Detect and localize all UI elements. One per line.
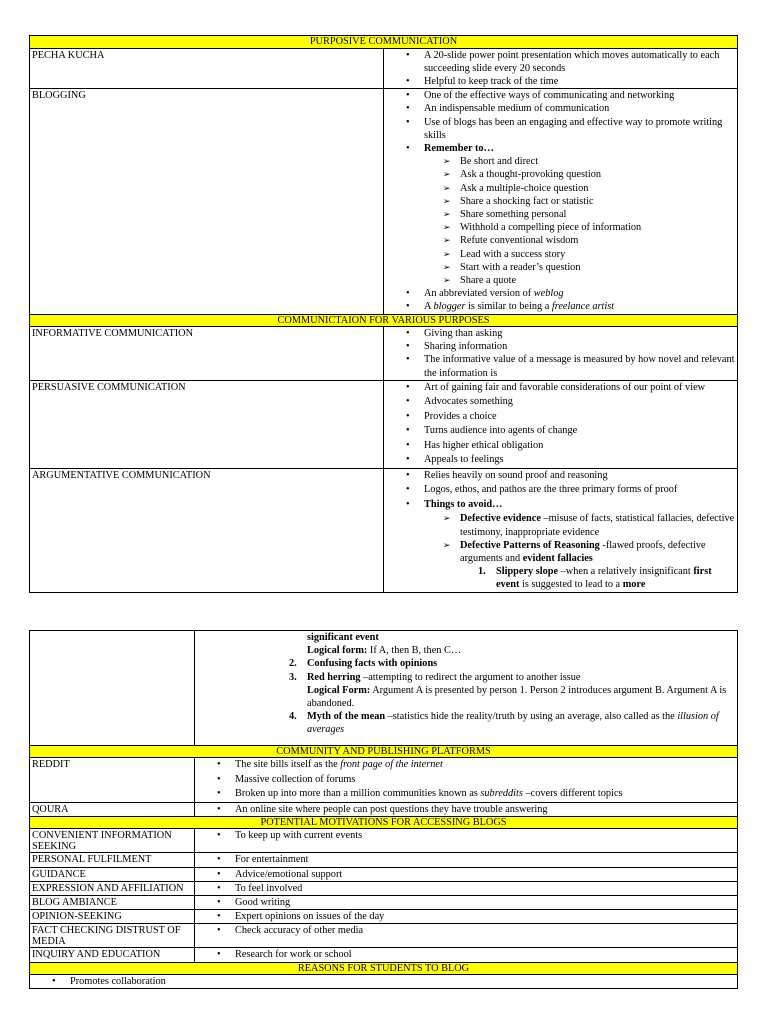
section-header-motivations: POTENTIAL MOTIVATIONS FOR ACCESSING BLOGS	[30, 816, 738, 829]
row-content-motivation	[195, 853, 738, 867]
row-label-informative: INFORMATIVE COMMUNICATION	[30, 327, 384, 381]
item-number: 1.	[478, 566, 486, 578]
bullet-item: • Advice/emotional support	[197, 868, 735, 881]
bullet-item	[197, 787, 735, 802]
text-run-bold: Red herring	[307, 671, 361, 683]
table-row-persuasive	[30, 380, 738, 468]
bullet-item: • Helpful to keep track of the time	[386, 75, 735, 88]
row-label-motivation: CONVENIENT INFORMATION SEEKING	[30, 829, 195, 853]
table-row-reasons	[30, 975, 738, 989]
row-label-argumentative: ARGUMENTATIVE COMMUNICATION	[30, 468, 384, 592]
continuation-line	[197, 631, 735, 644]
text-run: If A, then B, then C…	[367, 645, 462, 657]
arrow-item: ➢ Ask a thought-provoking question	[386, 168, 735, 181]
things-to-avoid-heading: Things to avoid…	[424, 498, 503, 510]
row-content-continuation	[195, 631, 738, 746]
text-run: -flawed proofs, defective arguments and	[460, 539, 706, 564]
table-row-reddit	[30, 758, 738, 803]
section-header-community-platforms: COMMUNITY AND PUBLISHING PLATFORMS	[30, 745, 738, 758]
text-run-italic: subreddits	[480, 788, 523, 800]
text-run: –attempting to redirect the argument to another issue	[360, 671, 581, 683]
row-content-motivation	[195, 924, 738, 948]
bullet-item	[197, 758, 735, 773]
arrow-item: ➢ Be short and direct	[386, 155, 735, 168]
row-label-persuasive: PERSUASIVE COMMUNICATION	[30, 380, 384, 468]
text-run: An abbreviated version of	[424, 288, 534, 300]
bullet-item: • Massive collection of forums	[197, 773, 735, 788]
bullet-item: • An online site where people can post questions they have trouble answering	[197, 803, 735, 816]
bullet-item: • Sharing information	[386, 340, 735, 353]
bullet-item: • To keep up with current events	[197, 829, 735, 842]
text-run: Argument A is presented by person 1. Person 2 introduces argument B. Argument A is abandoned.	[307, 684, 727, 710]
text-run-bold: significant event	[307, 632, 379, 643]
arrow-item: ➢ Ask a multiple-choice question	[386, 182, 735, 195]
table-row-motivation	[30, 853, 738, 867]
row-content-persuasive	[384, 380, 738, 468]
section-header-purposive-communication: PURPOSIVE COMMUNICATION	[30, 36, 738, 49]
text-run: A	[424, 301, 434, 313]
table-row-qoura	[30, 802, 738, 816]
numbered-item	[197, 657, 735, 670]
table-row-continuation	[30, 631, 738, 746]
bullet-item: • Appeals to feelings	[386, 453, 735, 468]
row-label-motivation: OPINION-SEEKING	[30, 910, 195, 924]
bullet-item: • Giving than asking	[386, 327, 735, 340]
row-label-motivation: PERSONAL FULFILMENT	[30, 853, 195, 867]
section-header-reasons-to-blog: REASONS FOR STUDENTS TO BLOG	[30, 962, 738, 975]
text-run-bold: Defective evidence	[460, 513, 541, 525]
bullet-item: • One of the effective ways of communicating and networking	[386, 89, 735, 102]
bullet-item: • An indispensable medium of communication	[386, 102, 735, 115]
bullet-item: • Turns audience into agents of change	[386, 424, 735, 439]
row-label-blogging: BLOGGING	[30, 89, 384, 314]
bullet-item: • Has higher ethical obligation	[386, 439, 735, 454]
row-label-motivation: FACT CHECKING DISTRUST OF MEDIA	[30, 924, 195, 948]
row-content-blogging	[384, 89, 738, 314]
text-run-bold: Slippery slope	[496, 566, 559, 578]
text-run-italic: freelance artist	[551, 301, 615, 313]
arrow-item: ➢ Share a shocking fact or statistic	[386, 195, 735, 208]
text-run-bold: Logical form:	[307, 645, 368, 657]
text-run: is suggested to lead to a	[519, 579, 623, 591]
text-run-bold: Confusing facts with opinions	[307, 658, 438, 670]
table-row-motivation	[30, 910, 738, 924]
table-page-1	[29, 35, 738, 593]
text-run: The site bills itself as the	[235, 759, 341, 771]
row-content-motivation	[195, 910, 738, 924]
table-row-motivation	[30, 924, 738, 948]
section-header-various-purposes: COMMUNICTAION FOR VARIOUS PURPOSES	[30, 314, 738, 327]
arrow-item: ➢ Share a quote	[386, 274, 735, 287]
bullet-item: • Use of blogs has been an engaging and effective way to promote writing skills	[386, 116, 735, 142]
table-row-motivation	[30, 881, 738, 895]
table-page-2	[29, 630, 738, 989]
row-content-reasons	[30, 975, 738, 989]
bullet-item: • A 20-slide power point presentation which moves automatically to each succeeding slide every 20 seconds	[386, 49, 735, 75]
row-content-motivation	[195, 948, 738, 962]
numbered-item	[197, 710, 735, 736]
bullet-item: • To feel involved	[197, 882, 735, 895]
row-content-motivation	[195, 867, 738, 881]
text-run: –covers different topics	[522, 788, 623, 800]
row-label-motivation: INQUIRY AND EDUCATION	[30, 948, 195, 962]
bullet-item: • Art of gaining fair and favorable considerations of our point of view	[386, 381, 735, 396]
row-label-motivation: GUIDANCE	[30, 867, 195, 881]
arrow-item: ➢ Share something personal	[386, 208, 735, 221]
text-run: Broken up into more than a million communities known as	[235, 788, 481, 800]
row-label-motivation: BLOG AMBIANCE	[30, 895, 195, 909]
item-number: 2.	[289, 658, 297, 670]
arrow-item: ➢ Start with a reader’s question	[386, 261, 735, 274]
bullet-item-remember	[386, 142, 735, 155]
row-content-motivation	[195, 829, 738, 853]
text-run: –misuse of facts, statistical fallacies, defective testimony, inappropriate evidence	[460, 513, 735, 538]
logical-form-line	[197, 644, 735, 657]
bullet-item: • Research for work or school	[197, 948, 735, 961]
remember-to-heading: Remember to…	[424, 142, 494, 154]
row-content-motivation	[195, 895, 738, 909]
bullet-item: • For entertainment	[197, 853, 735, 866]
bullet-item: • Promotes collaboration	[32, 975, 735, 988]
table-row-motivation	[30, 895, 738, 909]
item-number: 4.	[289, 711, 297, 723]
table-row-motivation	[30, 829, 738, 853]
text-run-bold: evident fallacies	[522, 552, 593, 564]
row-label-motivation: EXPRESSION AND AFFILIATION	[30, 881, 195, 895]
bullet-item: • Provides a choice	[386, 410, 735, 425]
numbered-item	[386, 565, 735, 591]
text-run-bold: Logical Form:	[307, 684, 371, 696]
table-row-motivation	[30, 867, 738, 881]
table-row-motivation	[30, 948, 738, 962]
bullet-item: • Check accuracy of other media	[197, 924, 735, 937]
logical-form-line	[197, 684, 735, 710]
row-content-pecha-kucha	[384, 48, 738, 89]
row-content-argumentative	[384, 468, 738, 592]
bullet-item	[386, 287, 735, 300]
spacer	[197, 737, 735, 745]
row-label-pecha-kucha: PECHA KUCHA	[30, 48, 384, 89]
bullet-item: • Relies heavily on sound proof and reasoning	[386, 469, 735, 484]
row-content-reddit	[195, 758, 738, 803]
text-run: is similar to being a	[465, 301, 552, 313]
bullet-item: • The informative value of a message is measured by how novel and relevant the information is	[386, 353, 735, 379]
text-run-bold: Myth of the mean	[307, 711, 386, 723]
arrow-item: ➢ Lead with a success story	[386, 248, 735, 261]
row-label-reddit: REDDIT	[30, 758, 195, 803]
numbered-item	[197, 671, 735, 684]
table-row-blogging	[30, 89, 738, 314]
row-content-informative	[384, 327, 738, 381]
text-run: –when a relatively insignificant	[558, 566, 694, 578]
bullet-item: • Logos, ethos, and pathos are the three primary forms of proof	[386, 483, 735, 498]
arrow-item	[386, 512, 735, 538]
text-run-italic: illusion of averages	[307, 711, 719, 736]
text-run: –statistics hide the reality/truth by using an average, also called as the	[385, 711, 678, 723]
row-content-motivation	[195, 881, 738, 895]
row-label-qoura: QOURA	[30, 802, 195, 816]
text-run-italic: blogger	[433, 301, 466, 313]
arrow-item	[386, 539, 735, 565]
arrow-item: ➢ Refute conventional wisdom	[386, 234, 735, 247]
text-run-italic: front page of the internet	[340, 759, 443, 771]
bullet-item: • Expert opinions on issues of the day	[197, 910, 735, 923]
bullet-item	[386, 300, 735, 313]
text-run-bold: Defective Patterns of Reasoning	[460, 539, 600, 551]
item-number: 3.	[289, 671, 297, 683]
bullet-item: • Advocates something	[386, 395, 735, 410]
row-label-empty	[30, 631, 195, 746]
arrow-item: ➢ Withhold a compelling piece of information	[386, 221, 735, 234]
table-row-pecha-kucha	[30, 48, 738, 89]
text-run-italic: weblog	[533, 288, 564, 300]
text-run-bold: first event	[496, 566, 712, 591]
bullet-item-things-to-avoid	[386, 498, 735, 513]
row-content-qoura	[195, 802, 738, 816]
bullet-item: • Good writing	[197, 896, 735, 909]
table-row-informative	[30, 327, 738, 381]
text-run-bold: more	[622, 579, 646, 591]
table-row-argumentative	[30, 468, 738, 592]
